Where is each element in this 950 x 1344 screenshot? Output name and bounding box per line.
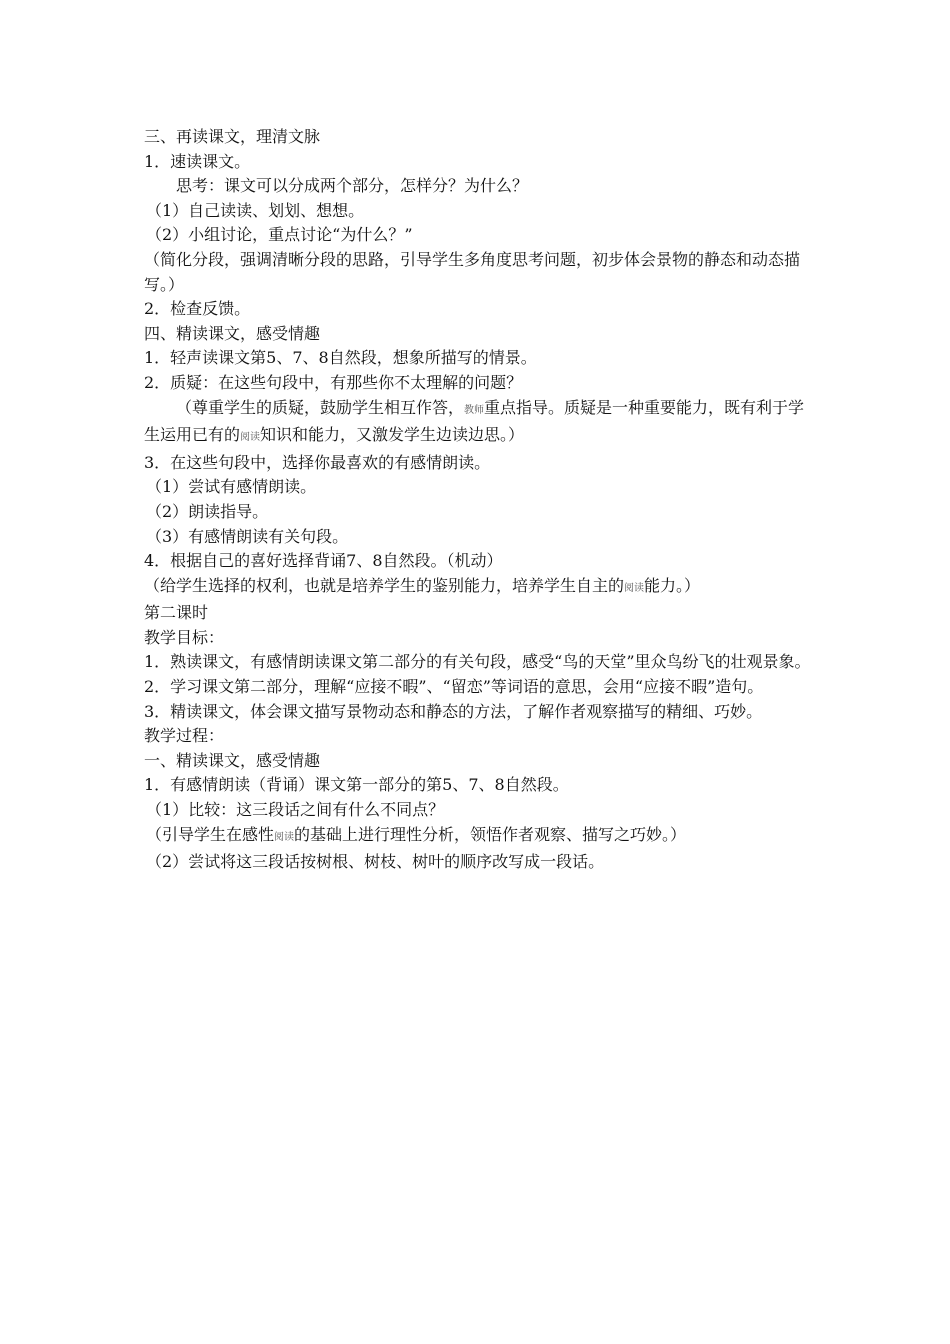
note-text-a: （尊重学生的质疑，鼓励学生相互作答， bbox=[176, 397, 465, 417]
sub-step-1: （1）自己读读、划划、想想。 bbox=[146, 200, 365, 220]
sub-step-read: （3）有感情朗读有关句段。 bbox=[146, 526, 349, 546]
section-heading-4: 四、精读课文，感受情趣 bbox=[144, 323, 321, 343]
process-sub-2: （2）尝试将这三段话按树根、树枝、树叶的顺序改写成一段话。 bbox=[146, 852, 605, 872]
note-small-a: 教师 bbox=[464, 404, 485, 416]
step-2: 2．检查反馈。 bbox=[144, 299, 251, 319]
note-text-b: 重点指导。质疑是一种重要能力，既有利于学生运用已有的 bbox=[144, 397, 805, 445]
step-4-recite: 4．根据自己的喜好选择背诵7、8自然段。（机动） bbox=[144, 551, 503, 571]
objectives-heading: 教学目标： bbox=[144, 627, 225, 647]
objective-1: 1．熟读课文，有感情朗读课文第二部分的有关句段，感受“鸟的天堂”里众鸟纷飞的壮观景象。 bbox=[144, 652, 811, 672]
think-question: 思考：课文可以分成两个部分，怎样分？为什么？ bbox=[176, 176, 529, 196]
objective-3: 3．精读课文，体会课文描写景物动态和静态的方法，了解作者观察描写的精细、巧妙。 bbox=[144, 701, 763, 721]
objective-2: 2．学习课文第二部分，理解“应接不暇”、“留恋”等词语的意思，会用“应接不暇”造句。 bbox=[144, 677, 764, 697]
section-heading-3: 三、再读课文，理清文脉 bbox=[144, 127, 321, 146]
note3-small: 阅读 bbox=[624, 582, 645, 594]
step-1: 1．速读课文。 bbox=[144, 151, 251, 171]
note-small-b: 阅读 bbox=[240, 432, 261, 444]
section-heading-1: 一、精读课文，感受情趣 bbox=[144, 750, 321, 770]
document-body bbox=[144, 125, 814, 875]
second-lesson-heading: 第二课时 bbox=[144, 603, 209, 623]
note4-small: 阅读 bbox=[274, 831, 295, 843]
process-sub-1: （1）比较：这三段话之间有什么不同点？ bbox=[146, 800, 445, 820]
note3-text-a: （给学生选择的权利，也就是培养学生的鉴别能力，培养学生自主的 bbox=[144, 575, 625, 595]
note-paragraph-4 bbox=[144, 823, 814, 851]
sub-step-2: （2）小组讨论，重点讨论“为什么？” bbox=[146, 225, 413, 245]
sub-step-guide: （2）朗读指导。 bbox=[146, 501, 269, 521]
note-paragraph-2 bbox=[144, 396, 814, 451]
sub-step-try: （1）尝试有感情朗读。 bbox=[146, 477, 317, 497]
process-heading: 教学过程： bbox=[144, 726, 225, 746]
note-paragraph: （简化分段，强调清晰分段的思路，引导学生多角度思考问题，初步体会景物的静态和动态描写。） bbox=[144, 249, 801, 294]
note4-text-b: 的基础上进行理性分析，领悟作者观察、描写之巧妙。） bbox=[294, 824, 687, 844]
note-text-c: 知识和能力，又激发学生边读边思。） bbox=[260, 425, 525, 445]
note4-text-a: （引导学生在感性 bbox=[146, 824, 275, 844]
note-paragraph-3 bbox=[144, 574, 814, 602]
step-1-read: 1．轻声读课文第5、7、8自然段，想象所描写的情景。 bbox=[144, 348, 537, 368]
step-3-choose: 3．在这些句段中，选择你最喜欢的有感情朗读。 bbox=[144, 452, 491, 472]
note3-text-b: 能力。） bbox=[644, 575, 701, 595]
process-step-1: 1．有感情朗读（背诵）课文第一部分的第5、7、8自然段。 bbox=[144, 775, 569, 795]
step-2-question: 2．质疑：在这些句段中，有那些你不太理解的问题？ bbox=[144, 372, 523, 392]
